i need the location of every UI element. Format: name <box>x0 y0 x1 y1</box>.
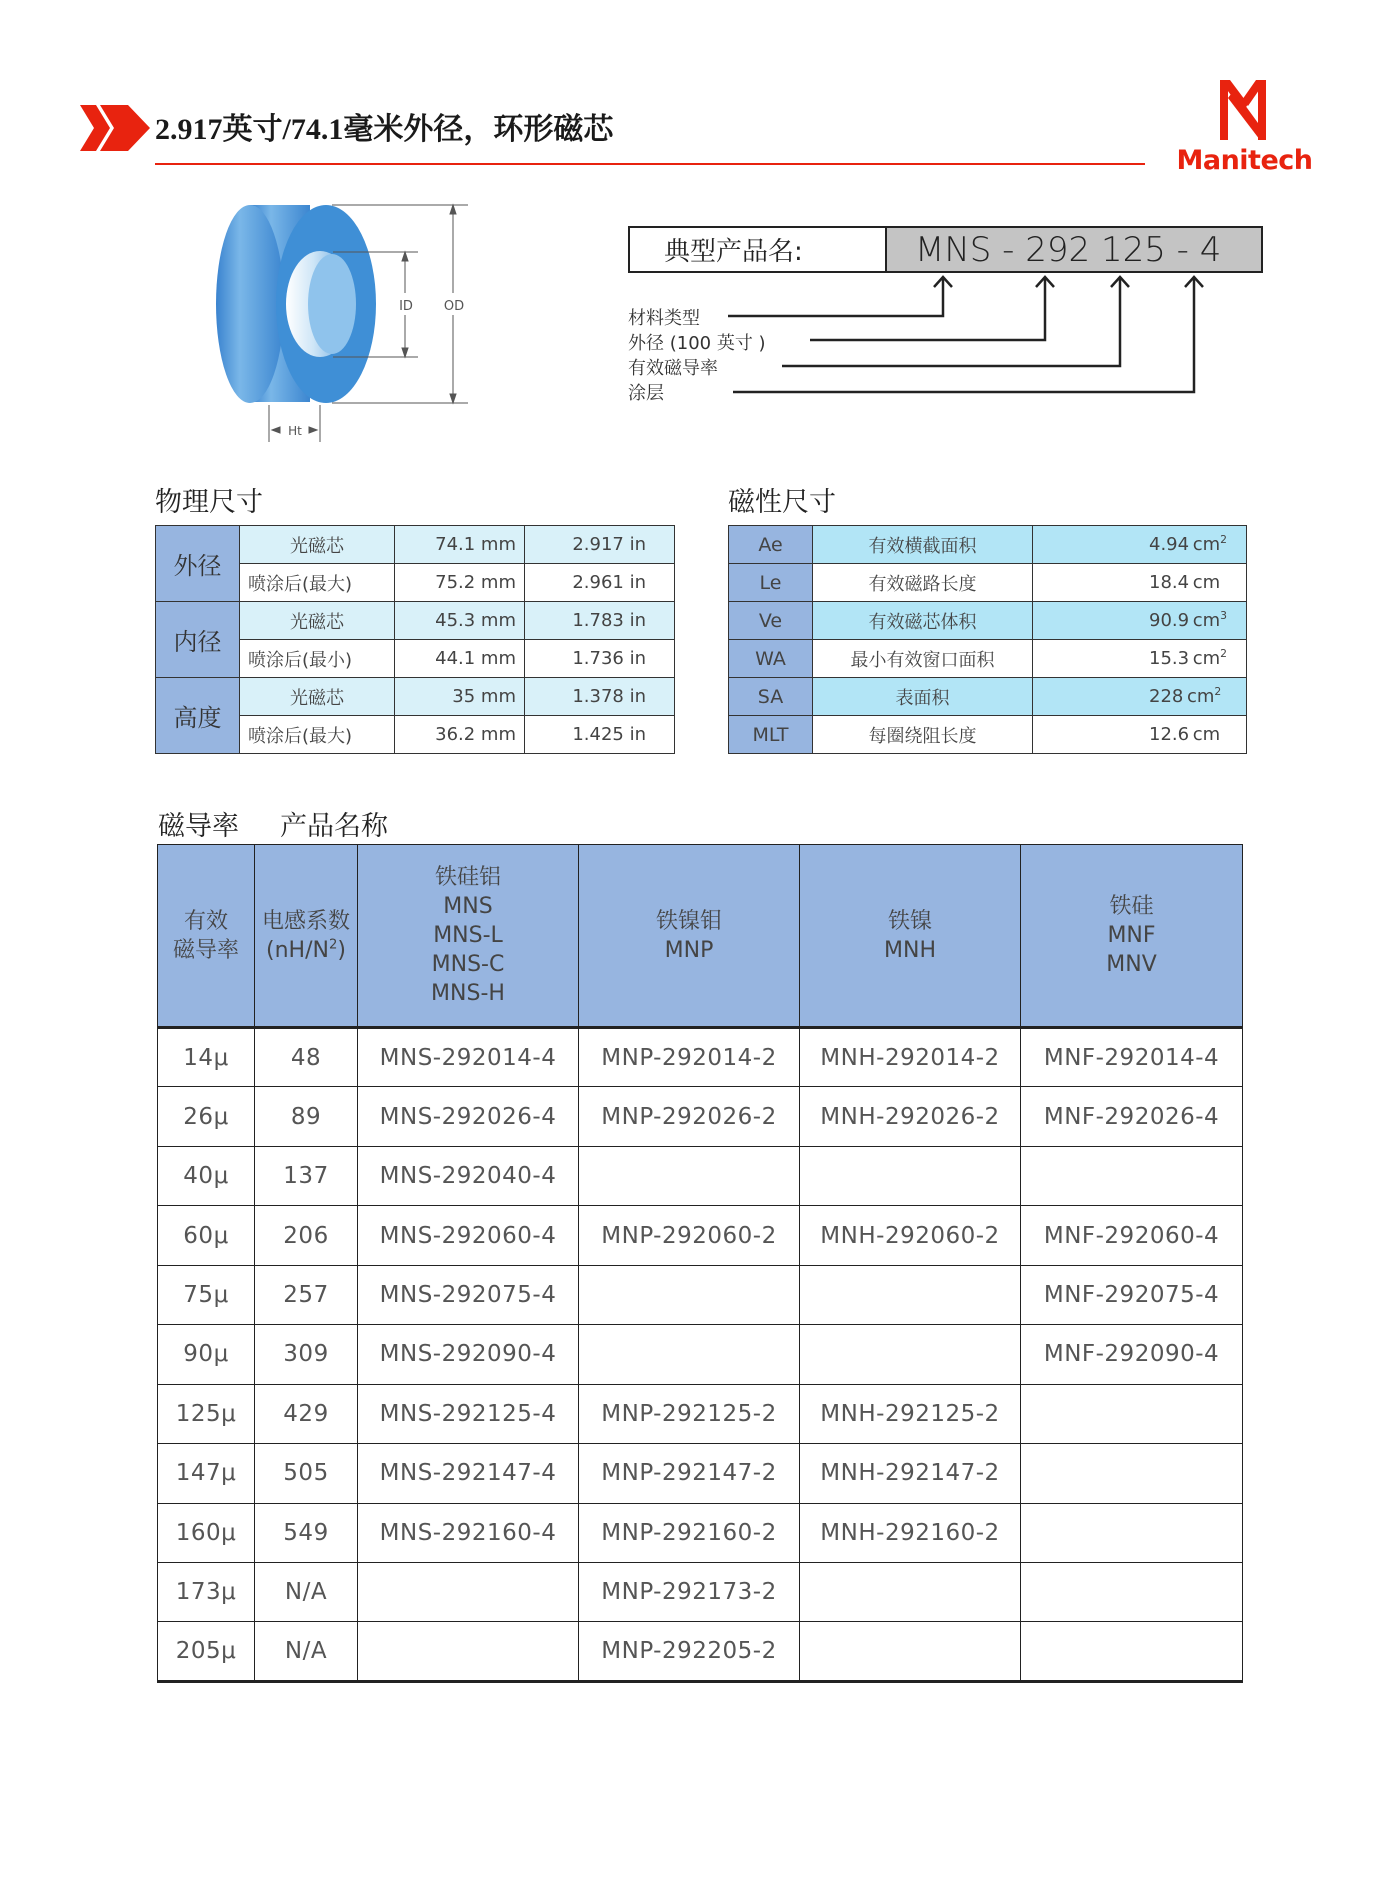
part-number-cell: MNP-292173-2 <box>579 1562 800 1621</box>
inductance-factor-cell: 137 <box>255 1146 358 1205</box>
value-mm: 75.2 mm <box>395 564 525 602</box>
part-number-label: 典型产品名: <box>630 228 885 271</box>
part-number-cell: MNP-292160-2 <box>579 1503 800 1562</box>
value-in: 1.736 in <box>525 640 675 678</box>
permeability-cell: 125μ <box>158 1384 255 1443</box>
part-number-cell <box>800 1622 1021 1681</box>
permeability-cell: 26μ <box>158 1087 255 1146</box>
catalog-row <box>158 1503 1243 1562</box>
magnetic-dimensions-heading: 磁性尺寸 <box>728 487 836 518</box>
magnetic-number: 90.9 <box>1149 610 1190 631</box>
part-number-cell: MNP-292026-2 <box>579 1087 800 1146</box>
magnetic-number: 15.3 <box>1149 648 1190 669</box>
inductance-factor-cell: N/A <box>255 1562 358 1621</box>
magnetic-number: 228 <box>1149 686 1184 707</box>
magnetic-description: 表面积 <box>813 678 1033 716</box>
magnetic-unit: cm <box>1192 648 1221 669</box>
catalog-column-header <box>158 845 255 1028</box>
header-line: MNF <box>1107 923 1156 948</box>
caption-coating: 涂层 <box>628 383 664 404</box>
header-line: 铁镍钼 <box>655 908 722 934</box>
dimension-group-label: 高度 <box>156 678 240 754</box>
part-number-cell: MNS-292040-4 <box>358 1146 579 1205</box>
catalog-row <box>158 1265 1243 1324</box>
header-line: MNH <box>884 937 936 963</box>
value-mm: 45.3 mm <box>395 602 525 640</box>
value-in: 1.425 in <box>525 716 675 754</box>
header-line: MNS-L <box>433 923 503 948</box>
value-in: 2.961 in <box>525 564 675 602</box>
permeability-cell: 14μ <box>158 1028 255 1087</box>
part-number-cell: MNH-292060-2 <box>800 1206 1021 1265</box>
toroid-shape <box>216 205 376 403</box>
part-number-cell <box>800 1265 1021 1324</box>
part-number-cell: MNP-292147-2 <box>579 1444 800 1503</box>
inductance-factor-cell: 48 <box>255 1028 358 1087</box>
part-number-cell <box>1021 1444 1243 1503</box>
value-mm: 74.1 mm <box>395 526 525 564</box>
part-number-cell: MNP-292014-2 <box>579 1028 800 1087</box>
physical-dimensions-table <box>155 525 675 754</box>
dimension-group-label: 内径 <box>156 602 240 678</box>
magnetic-number: 18.4 <box>1149 572 1190 593</box>
value-in: 2.917 in <box>525 526 675 564</box>
part-number-cell <box>1021 1562 1243 1621</box>
magnetic-row <box>729 526 1247 564</box>
physical-row <box>156 678 675 716</box>
header-line: 铁镍 <box>887 908 932 934</box>
magnetic-unit: cm <box>1192 724 1221 745</box>
catalog-column-header <box>358 845 579 1028</box>
magnetic-row <box>729 640 1247 678</box>
inductance-factor-cell: 206 <box>255 1206 358 1265</box>
magnetic-exponent: 3 <box>1220 609 1227 622</box>
catalog-row <box>158 1028 1243 1087</box>
spec-label: 光磁芯 <box>240 678 395 716</box>
value-mm: 35 mm <box>395 678 525 716</box>
part-number-cell: MNP-292060-2 <box>579 1206 800 1265</box>
part-number-cell: MNS-292160-4 <box>358 1503 579 1562</box>
part-number-cell: MNP-292125-2 <box>579 1384 800 1443</box>
part-number-cell: MNP-292205-2 <box>579 1622 800 1681</box>
part-number-cell <box>579 1146 800 1205</box>
part-number-cell: MNH-292014-2 <box>800 1028 1021 1087</box>
part-number-cell: MNS-292026-4 <box>358 1087 579 1146</box>
value-in: 1.783 in <box>525 602 675 640</box>
inductance-factor-cell: 429 <box>255 1384 358 1443</box>
dimension-group-label: 外径 <box>156 526 240 602</box>
magnetic-value <box>1033 602 1247 640</box>
id-label: ID <box>399 299 413 314</box>
catalog-row <box>158 1562 1243 1621</box>
magnetic-exponent: 2 <box>1214 685 1222 698</box>
permeability-cell: 160μ <box>158 1503 255 1562</box>
catalog-column-header <box>800 845 1021 1028</box>
part-number-cell <box>358 1622 579 1681</box>
header-line: 铁硅铝 <box>434 865 501 890</box>
catalog-row <box>158 1384 1243 1443</box>
toroid-diagram <box>200 190 500 450</box>
part-number-cell <box>800 1146 1021 1205</box>
magnetic-value <box>1033 640 1247 678</box>
catalog-row <box>158 1087 1243 1146</box>
inductance-factor-cell: 505 <box>255 1444 358 1503</box>
part-number-box <box>628 226 1263 273</box>
part-number-cell: MNH-292160-2 <box>800 1503 1021 1562</box>
header-line: 电感系数 <box>261 908 350 934</box>
magnetic-exponent: 2 <box>1220 533 1227 546</box>
header-line: 有效 <box>183 908 228 934</box>
part-number-cell <box>579 1325 800 1384</box>
magnetic-description: 最小有效窗口面积 <box>813 640 1033 678</box>
page-title: 2.917英寸/74.1毫米外径，环形磁芯 <box>155 113 614 146</box>
magnetic-dimensions-table <box>728 525 1247 754</box>
magnetic-number: 12.6 <box>1149 724 1190 745</box>
permeability-cell: 173μ <box>158 1562 255 1621</box>
unit-exponent: 2 <box>328 937 338 953</box>
part-number-value: MNS - 292 125 - 4 <box>885 228 1261 271</box>
magnetic-symbol: MLT <box>729 716 813 754</box>
physical-row <box>156 526 675 564</box>
magnetic-description: 有效磁芯体积 <box>813 602 1033 640</box>
part-number-cell: MNF-292075-4 <box>1021 1265 1243 1324</box>
part-number-cell: MNH-292026-2 <box>800 1087 1021 1146</box>
spec-label: 喷涂后(最小) <box>240 640 395 678</box>
od-label: OD <box>443 299 465 314</box>
header-line <box>255 936 357 965</box>
unit-text: ) <box>337 937 346 963</box>
magnetic-description: 每圈绕阻长度 <box>813 716 1033 754</box>
part-number-cell <box>800 1325 1021 1384</box>
part-number-cell: MNS-292125-4 <box>358 1384 579 1443</box>
spec-label: 光磁芯 <box>240 526 395 564</box>
inductance-factor-cell: N/A <box>255 1622 358 1681</box>
permeability-cell: 205μ <box>158 1622 255 1681</box>
header-line: MNV <box>1106 952 1157 977</box>
part-number-cell: MNH-292147-2 <box>800 1444 1021 1503</box>
spec-label: 喷涂后(最大) <box>240 716 395 754</box>
magnetic-symbol: Le <box>729 564 813 602</box>
magnetic-symbol: SA <box>729 678 813 716</box>
unit-text: (nH/N <box>266 937 329 963</box>
part-number-cell <box>1021 1503 1243 1562</box>
physical-row <box>156 602 675 640</box>
catalog-heading-permeability: 磁导率 <box>158 811 239 842</box>
magnetic-symbol: WA <box>729 640 813 678</box>
part-number-cell: MNS-292090-4 <box>358 1325 579 1384</box>
part-number-cell: MNF-292014-4 <box>1021 1028 1243 1087</box>
magnetic-description: 有效磁路长度 <box>813 564 1033 602</box>
magnetic-unit: cm <box>1192 610 1221 631</box>
part-number-cell: MNH-292125-2 <box>800 1384 1021 1443</box>
caption-permeability: 有效磁导率 <box>628 358 718 379</box>
catalog-row <box>158 1325 1243 1384</box>
magnetic-row <box>729 602 1247 640</box>
header-line: MNS-C <box>431 952 505 977</box>
magnetic-value <box>1033 716 1247 754</box>
magnetic-value <box>1033 564 1247 602</box>
permeability-cell: 147μ <box>158 1444 255 1503</box>
magnetic-value <box>1033 678 1247 716</box>
part-number-cell <box>358 1562 579 1621</box>
value-mm: 36.2 mm <box>395 716 525 754</box>
magnetic-row <box>729 564 1247 602</box>
header-line: MNP <box>664 937 714 963</box>
catalog-column-header <box>579 845 800 1028</box>
part-number-cell: MNS-292147-4 <box>358 1444 579 1503</box>
catalog-row <box>158 1622 1243 1681</box>
header-line: 磁导率 <box>172 937 239 963</box>
inductance-factor-cell: 549 <box>255 1503 358 1562</box>
catalog-column-header <box>255 845 358 1028</box>
part-number-cell <box>579 1265 800 1324</box>
part-number-cell: MNF-292090-4 <box>1021 1325 1243 1384</box>
spec-label: 光磁芯 <box>240 602 395 640</box>
header-line: MNS <box>443 894 493 919</box>
caption-outer-diameter: 外径 (100 英寸 ) <box>628 333 766 354</box>
part-number-cell <box>1021 1622 1243 1681</box>
ht-label: Ht <box>288 424 302 438</box>
caption-material-type: 材料类型 <box>628 308 700 329</box>
header-divider <box>155 163 1145 165</box>
value-in: 1.378 in <box>525 678 675 716</box>
header-line: 铁硅 <box>1109 894 1154 919</box>
manitech-logo-icon <box>1218 80 1268 140</box>
permeability-cell: 90μ <box>158 1325 255 1384</box>
magnetic-row <box>729 716 1247 754</box>
brand-name: Manitech <box>1176 145 1313 176</box>
header-line: MNS-H <box>431 981 505 1006</box>
value-mm: 44.1 mm <box>395 640 525 678</box>
inductance-factor-cell: 89 <box>255 1087 358 1146</box>
part-number-cell: MNS-292060-4 <box>358 1206 579 1265</box>
magnetic-unit: cm <box>1192 534 1221 555</box>
part-number-cell: MNF-292060-4 <box>1021 1206 1243 1265</box>
part-number-cell <box>1021 1146 1243 1205</box>
part-number-cell: MNS-292014-4 <box>358 1028 579 1087</box>
part-number-cell <box>1021 1384 1243 1443</box>
physical-dimensions-heading: 物理尺寸 <box>155 487 263 518</box>
catalog-heading-product-name: 产品名称 <box>280 811 388 842</box>
inductance-factor-cell: 309 <box>255 1325 358 1384</box>
magnetic-exponent: 2 <box>1220 647 1227 660</box>
magnetic-description: 有效横截面积 <box>813 526 1033 564</box>
permeability-cell: 40μ <box>158 1146 255 1205</box>
chevron-arrows-icon <box>80 105 150 151</box>
magnetic-symbol: Ae <box>729 526 813 564</box>
magnetic-number: 4.94 <box>1149 534 1190 555</box>
permeability-cell: 60μ <box>158 1206 255 1265</box>
part-number-cell: MNF-292026-4 <box>1021 1087 1243 1146</box>
permeability-cell: 75μ <box>158 1265 255 1324</box>
magnetic-unit: cm <box>1192 572 1221 593</box>
spec-label: 喷涂后(最大) <box>240 564 395 602</box>
part-number-cell <box>800 1562 1021 1621</box>
magnetic-value <box>1033 526 1247 564</box>
part-number-cell: MNS-292075-4 <box>358 1265 579 1324</box>
magnetic-row <box>729 678 1247 716</box>
product-catalog-table <box>157 844 1243 1683</box>
catalog-row <box>158 1206 1243 1265</box>
catalog-row <box>158 1444 1243 1503</box>
catalog-column-header <box>1021 845 1243 1028</box>
catalog-row <box>158 1146 1243 1205</box>
inductance-factor-cell: 257 <box>255 1265 358 1324</box>
magnetic-symbol: Ve <box>729 602 813 640</box>
magnetic-unit: cm <box>1186 686 1215 707</box>
